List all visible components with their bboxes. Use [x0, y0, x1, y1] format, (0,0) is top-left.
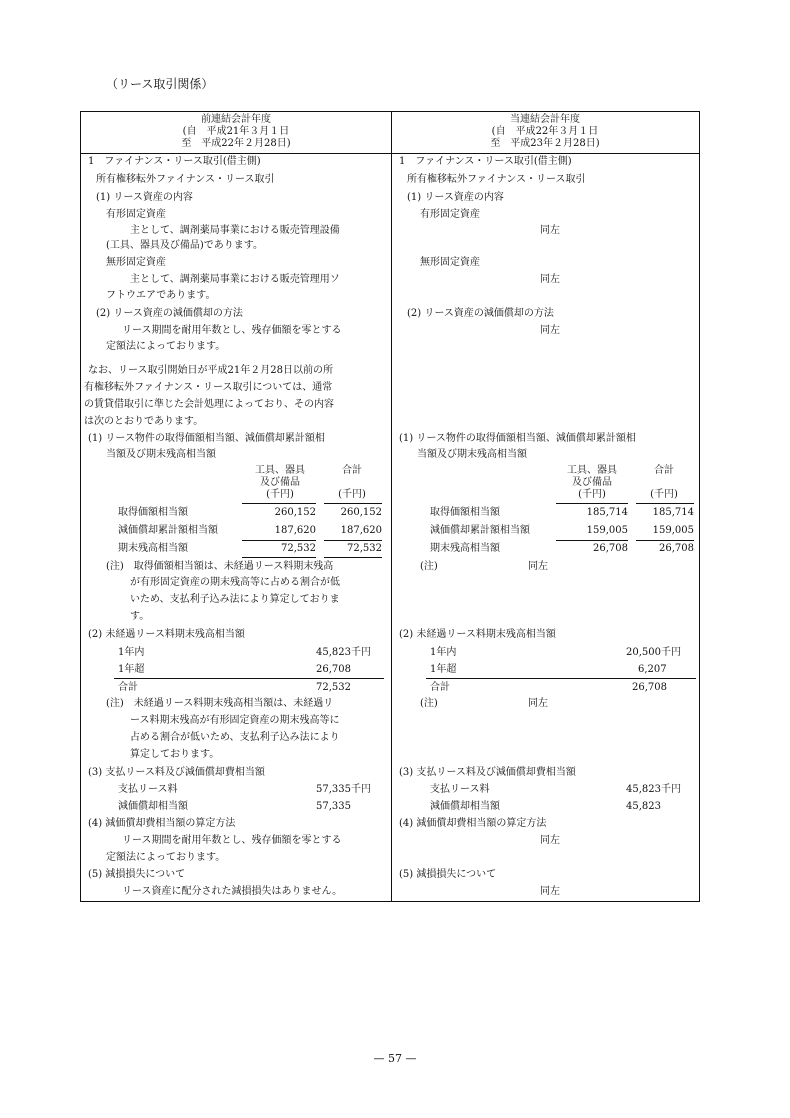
left-col1-header-3: (千円) [266, 489, 294, 500]
left-t1-title-1: (1) リース物件の取得価額相当額、減価償却累計額相 [88, 433, 325, 444]
right-t2-row3-value: 26,708 [632, 682, 667, 693]
left-non-transfer-heading: 所有権移転外ファイナンス・リース取引 [96, 174, 275, 185]
left-t2-row3-value: 72,532 [316, 682, 351, 693]
left-t4-title: (4) 減価償却費相当額の算定方法 [88, 818, 236, 829]
right-tangible-same: 同左 [540, 225, 560, 236]
right-t2-sum-rule [426, 678, 696, 679]
left-intangible-label: 無形固定資産 [106, 257, 166, 268]
left-t2-note-4: 算定しております。 [130, 749, 220, 760]
right-t3-row1-value: 45,823千円 [626, 784, 681, 795]
left-tangible-desc-2: (工具、器具及び備品)であります。 [106, 240, 264, 251]
left-t2-row3-label: 合計 [118, 682, 138, 693]
left-row1-v1: 260,152 [274, 507, 316, 518]
right-t1-title-1: (1) リース物件の取得価額相当額、減価償却累計額相 [399, 433, 636, 444]
left-row2-label: 減価償却累計額相当額 [118, 525, 218, 536]
left-asset-content-heading: (1) リース資産の内容 [96, 192, 193, 203]
right-header-to: 至 平成23年２月28日) [490, 138, 600, 149]
left-col2-rule [324, 503, 382, 504]
left-total-rule-1 [242, 557, 316, 558]
right-row2-v2: 159,005 [652, 525, 694, 536]
left-col2-header-2: (千円) [338, 489, 366, 500]
column-divider [391, 111, 392, 901]
right-row3-label: 期末残高相当額 [430, 543, 500, 554]
right-t5-title: (5) 減損損失について [399, 869, 497, 880]
left-t1-note-2: が有形固定資産の期末残高等に占める割合が低 [130, 577, 340, 588]
page-number: — 57 — [373, 1052, 417, 1065]
left-t2-title: (2) 未経過リース料期末残高相当額 [88, 629, 245, 640]
left-note-paragraph-2: 有権移転外ファイナンス・リース取引については、通常 [84, 382, 333, 393]
left-note-paragraph-1: なお、リース取引開始日が平成21年２月28日以前の所 [88, 365, 333, 376]
right-intangible-same: 同左 [540, 274, 560, 285]
left-t1-title-2: 当額及び期末残高相当額 [106, 449, 216, 460]
right-t2-row2-label: 1年超 [430, 664, 457, 675]
left-depreciation-heading: (2) リース資産の減価償却の方法 [96, 308, 243, 319]
right-t2-note-same: 同左 [528, 698, 548, 709]
left-t2-row2-value: 26,708 [316, 664, 351, 675]
right-t3-row1-label: 支払リース料 [430, 784, 490, 795]
right-t4-title: (4) 減価償却費相当額の算定方法 [399, 818, 547, 829]
left-total-rule-2 [324, 557, 382, 558]
left-t3-row1-label: 支払リース料 [118, 784, 178, 795]
left-row3-v1: 72,532 [281, 543, 316, 554]
right-col1-header-3: (千円) [578, 489, 606, 500]
right-depreciation-heading: (2) リース資産の減価償却の方法 [407, 308, 554, 319]
right-col2-rule [636, 503, 694, 504]
right-row3-v1: 26,708 [593, 543, 628, 554]
left-t2-sum-rule [114, 678, 384, 679]
right-intangible-label: 無形固定資産 [420, 257, 480, 268]
left-t2-row2-label: 1年超 [118, 664, 145, 675]
left-t3-row2-value: 57,335 [316, 801, 351, 812]
right-t3-title: (3) 支払リース料及び減価償却費相当額 [399, 767, 576, 778]
left-t1-note-4: す。 [130, 611, 150, 622]
right-t3-row2-label: 減価償却相当額 [430, 801, 500, 812]
left-finance-lease-heading: 1 ファイナンス・リース取引(借主側) [88, 156, 261, 167]
right-sum-rule-2 [636, 540, 694, 541]
left-t2-row1-label: 1年内 [118, 647, 145, 658]
right-row2-v1: 159,005 [586, 525, 628, 536]
right-row2-label: 減価償却累計額相当額 [430, 525, 530, 536]
right-col2-header-1: 合計 [654, 465, 674, 476]
left-row2-v1: 187,620 [274, 525, 316, 536]
left-t1-note-3: いため、支払利子込み法により算定しておりま [130, 594, 340, 605]
left-header-from: (自 平成21年３月１日 [182, 126, 290, 137]
right-t2-row1-label: 1年内 [430, 647, 457, 658]
right-t2-row2-value: 6,207 [638, 664, 667, 675]
section-title: （リース取引関係） [106, 77, 214, 91]
right-row3-v2: 26,708 [659, 543, 694, 554]
left-note-paragraph-3: の賃貸借取引に準じた会計処理によっており、その内容 [84, 399, 334, 410]
left-t2-note-1: (注) 未経過リース料期末残高相当額は、未経過リ [106, 698, 334, 709]
left-sum-rule-2 [324, 540, 382, 541]
right-col1-rule [556, 503, 628, 504]
left-t4-desc-2: 定額法によっております。 [106, 852, 226, 863]
left-header-to: 至 平成22年２月28日) [181, 138, 291, 149]
left-col1-rule [242, 503, 316, 504]
right-finance-lease-heading: 1 ファイナンス・リース取引(借主側) [399, 156, 572, 167]
right-depreciation-same: 同左 [540, 325, 560, 336]
header-divider [80, 153, 699, 154]
left-t1-note-1: (注) 取得価額相当額は、未経過リース料期末残高 [106, 561, 334, 572]
left-t3-row2-label: 減価償却相当額 [118, 801, 188, 812]
left-row3-v2: 72,532 [347, 543, 382, 554]
left-row1-label: 取得価額相当額 [118, 507, 188, 518]
left-col2-header-1: 合計 [342, 465, 362, 476]
right-t2-title: (2) 未経過リース料期末残高相当額 [399, 629, 556, 640]
left-t4-desc-1: リース期間を耐用年数とし、残存価額を零とする [122, 835, 342, 846]
left-col1-header-1: 工具、器具 [255, 465, 305, 476]
left-t5-desc: リース資産に配分された減損損失はありません。 [122, 886, 343, 897]
right-t4-same: 同左 [540, 835, 560, 846]
left-tangible-desc-1: 主として、調剤薬局事業における販売管理設備 [130, 225, 340, 236]
left-header-title: 前連結会計年度 [201, 114, 271, 125]
left-t2-note-2: ース料期末残高が有形固定資産の期末残高等に [130, 715, 340, 726]
right-col1-header-2: 及び備品 [572, 477, 612, 488]
left-t2-note-3: 占める割合が低いため、支払利子込み法により [130, 732, 340, 743]
right-non-transfer-heading: 所有権移転外ファイナンス・リース取引 [407, 174, 586, 185]
left-t5-title: (5) 減損損失について [88, 869, 186, 880]
right-col1-header-1: 工具、器具 [567, 465, 617, 476]
right-col2-header-2: (千円) [650, 489, 678, 500]
left-row1-v2: 260,152 [340, 507, 382, 518]
right-t1-title-2: 当額及び期末残高相当額 [417, 449, 527, 460]
left-intangible-desc-1: 主として、調剤薬局事業における販売管理用ソ [130, 274, 340, 285]
right-t2-row3-label: 合計 [430, 682, 450, 693]
right-row1-label: 取得価額相当額 [430, 507, 500, 518]
left-sum-rule-1 [242, 540, 316, 541]
right-tangible-label: 有形固定資産 [420, 209, 480, 220]
right-t5-same: 同左 [540, 886, 560, 897]
right-header-from: (自 平成22年３月１日 [491, 126, 599, 137]
right-t1-note-label: (注) [420, 561, 438, 572]
right-t1-note-same: 同左 [528, 561, 548, 572]
right-row1-v2: 185,714 [652, 507, 694, 518]
left-depreciation-desc-1: リース期間を耐用年数とし、残存価額を零とする [122, 325, 342, 336]
left-tangible-label: 有形固定資産 [106, 209, 166, 220]
right-asset-content-heading: (1) リース資産の内容 [407, 192, 504, 203]
left-t2-row1-value: 45,823千円 [316, 647, 371, 658]
left-row2-v2: 187,620 [340, 525, 382, 536]
right-t2-row1-value: 20,500千円 [626, 647, 681, 658]
left-t3-row1-value: 57,335千円 [316, 784, 371, 795]
left-note-paragraph-4: は次のとおりであります。 [84, 416, 204, 427]
right-row1-v1: 185,714 [586, 507, 628, 518]
left-col1-header-2: 及び備品 [260, 477, 300, 488]
right-sum-rule-1 [556, 540, 628, 541]
left-depreciation-desc-2: 定額法によっております。 [106, 341, 226, 352]
left-intangible-desc-2: フトウエアであります。 [106, 290, 216, 301]
left-row3-label: 期末残高相当額 [118, 543, 188, 554]
left-t3-title: (3) 支払リース料及び減価償却費相当額 [88, 767, 265, 778]
right-t3-row2-value: 45,823 [626, 801, 661, 812]
right-header-title: 当連結会計年度 [510, 114, 580, 125]
right-t2-note-label: (注) [420, 698, 438, 709]
